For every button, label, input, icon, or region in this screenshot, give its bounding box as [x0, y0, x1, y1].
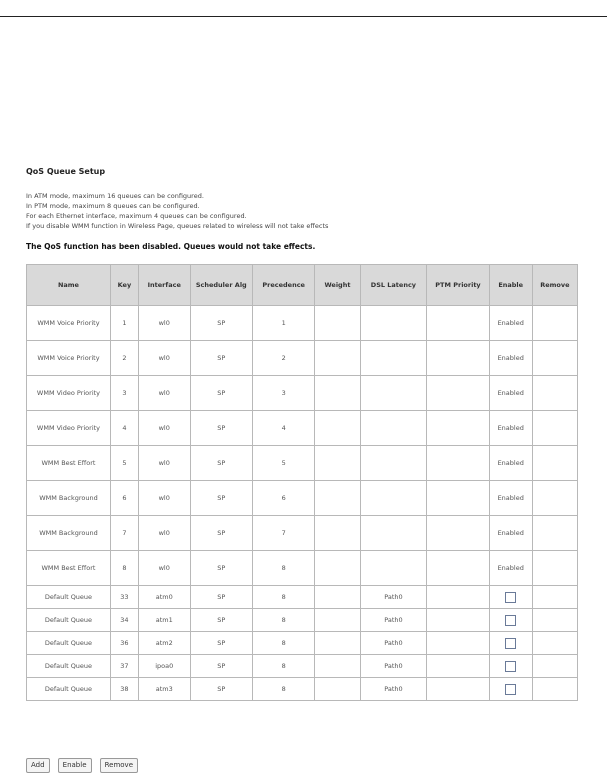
cell-interface: atm3 [138, 678, 190, 701]
cell-scheduler: SP [190, 655, 252, 678]
cell-dsl-latency [360, 376, 427, 411]
info-line-atm: In ATM mode, maximum 16 queues can be configured. [26, 192, 204, 200]
cell-interface: wl0 [138, 306, 190, 341]
cell-scheduler: SP [190, 341, 252, 376]
cell-key: 33 [110, 586, 138, 609]
cell-remove [532, 632, 577, 655]
cell-name: Default Queue [27, 586, 111, 609]
enable-button[interactable]: Enable [58, 758, 92, 773]
cell-weight [315, 481, 360, 516]
action-buttons [26, 752, 141, 773]
cell-ptm-priority [427, 586, 489, 609]
cell-scheduler: SP [190, 411, 252, 446]
cell-enable [489, 586, 532, 609]
cell-name: Default Queue [27, 655, 111, 678]
cell-precedence: 8 [252, 655, 314, 678]
cell-interface: ipoa0 [138, 655, 190, 678]
cell-enable: Enabled [489, 516, 532, 551]
cell-enable: Enabled [489, 551, 532, 586]
info-line-ethernet: For each Ethernet interface, maximum 4 queues can be configured. [26, 212, 247, 220]
cell-scheduler: SP [190, 586, 252, 609]
table-row [27, 481, 578, 516]
top-divider [0, 16, 607, 17]
cell-ptm-priority [427, 632, 489, 655]
cell-dsl-latency [360, 341, 427, 376]
cell-key: 5 [110, 446, 138, 481]
cell-precedence: 8 [252, 632, 314, 655]
enable-checkbox[interactable] [505, 592, 516, 603]
cell-weight [315, 306, 360, 341]
cell-remove [532, 376, 577, 411]
cell-interface: wl0 [138, 481, 190, 516]
cell-dsl-latency [360, 516, 427, 551]
cell-enable: Enabled [489, 341, 532, 376]
cell-dsl-latency [360, 446, 427, 481]
cell-name: WMM Video Priority [27, 376, 111, 411]
cell-scheduler: SP [190, 516, 252, 551]
table-row [27, 551, 578, 586]
cell-remove [532, 411, 577, 446]
cell-name: WMM Voice Priority [27, 306, 111, 341]
cell-precedence: 4 [252, 411, 314, 446]
cell-key: 3 [110, 376, 138, 411]
qos-disabled-warning: The QoS function has been disabled. Queues would not take effects. [26, 242, 316, 251]
cell-precedence: 7 [252, 516, 314, 551]
cell-key: 6 [110, 481, 138, 516]
cell-precedence: 1 [252, 306, 314, 341]
cell-name: WMM Background [27, 516, 111, 551]
enable-checkbox[interactable] [505, 638, 516, 649]
cell-enable [489, 632, 532, 655]
cell-remove [532, 481, 577, 516]
cell-dsl-latency [360, 306, 427, 341]
cell-interface: atm1 [138, 609, 190, 632]
cell-scheduler: SP [190, 481, 252, 516]
header-weight: Weight [315, 265, 360, 306]
cell-name: Default Queue [27, 609, 111, 632]
cell-dsl-latency [360, 481, 427, 516]
cell-remove [532, 678, 577, 701]
cell-precedence: 2 [252, 341, 314, 376]
table-row [27, 632, 578, 655]
cell-weight [315, 655, 360, 678]
cell-dsl-latency: Path0 [360, 632, 427, 655]
cell-interface: wl0 [138, 411, 190, 446]
header-remove: Remove [532, 265, 577, 306]
cell-enable: Enabled [489, 411, 532, 446]
header-scheduler-alg: Scheduler Alg [190, 265, 252, 306]
cell-interface: wl0 [138, 516, 190, 551]
cell-remove [532, 609, 577, 632]
cell-enable [489, 678, 532, 701]
table-row [27, 341, 578, 376]
info-line-ptm: In PTM mode, maximum 8 queues can be configured. [26, 202, 200, 210]
cell-scheduler: SP [190, 678, 252, 701]
table-row [27, 655, 578, 678]
cell-ptm-priority [427, 655, 489, 678]
cell-ptm-priority [427, 376, 489, 411]
cell-key: 38 [110, 678, 138, 701]
add-button[interactable]: Add [26, 758, 50, 773]
cell-dsl-latency: Path0 [360, 609, 427, 632]
cell-interface: atm2 [138, 632, 190, 655]
cell-ptm-priority [427, 609, 489, 632]
cell-ptm-priority [427, 481, 489, 516]
cell-ptm-priority [427, 678, 489, 701]
qos-queue-table [26, 264, 578, 701]
header-precedence: Precedence [252, 265, 314, 306]
cell-remove [532, 586, 577, 609]
cell-key: 34 [110, 609, 138, 632]
cell-dsl-latency [360, 411, 427, 446]
cell-precedence: 8 [252, 609, 314, 632]
cell-ptm-priority [427, 411, 489, 446]
cell-precedence: 8 [252, 678, 314, 701]
cell-enable: Enabled [489, 446, 532, 481]
cell-name: WMM Background [27, 481, 111, 516]
table-row [27, 678, 578, 701]
cell-weight [315, 411, 360, 446]
cell-precedence: 6 [252, 481, 314, 516]
cell-dsl-latency: Path0 [360, 678, 427, 701]
cell-weight [315, 609, 360, 632]
cell-key: 2 [110, 341, 138, 376]
cell-ptm-priority [427, 306, 489, 341]
cell-ptm-priority [427, 551, 489, 586]
cell-enable: Enabled [489, 306, 532, 341]
table-body [27, 306, 578, 701]
table-row [27, 411, 578, 446]
enable-checkbox[interactable] [505, 661, 516, 672]
cell-name: Default Queue [27, 678, 111, 701]
cell-ptm-priority [427, 516, 489, 551]
cell-key: 8 [110, 551, 138, 586]
cell-remove [532, 341, 577, 376]
cell-weight [315, 551, 360, 586]
info-line-wmm: If you disable WMM function in Wireless Page, queues related to wireless will not take effects [26, 222, 329, 230]
cell-interface: wl0 [138, 446, 190, 481]
cell-key: 36 [110, 632, 138, 655]
header-ptm-priority: PTM Priority [427, 265, 489, 306]
cell-interface: wl0 [138, 551, 190, 586]
cell-ptm-priority [427, 341, 489, 376]
cell-scheduler: SP [190, 446, 252, 481]
table-row [27, 586, 578, 609]
cell-dsl-latency [360, 551, 427, 586]
cell-interface: wl0 [138, 341, 190, 376]
cell-name: WMM Video Priority [27, 411, 111, 446]
page-title: QoS Queue Setup [26, 167, 106, 176]
header-enable: Enable [489, 265, 532, 306]
cell-key: 4 [110, 411, 138, 446]
cell-remove [532, 446, 577, 481]
cell-dsl-latency: Path0 [360, 655, 427, 678]
cell-remove [532, 306, 577, 341]
cell-name: WMM Voice Priority [27, 341, 111, 376]
table-header-row [27, 265, 578, 306]
cell-precedence: 3 [252, 376, 314, 411]
header-name: Name [27, 265, 111, 306]
cell-enable: Enabled [489, 481, 532, 516]
cell-weight [315, 376, 360, 411]
cell-key: 7 [110, 516, 138, 551]
cell-scheduler: SP [190, 306, 252, 341]
cell-scheduler: SP [190, 609, 252, 632]
cell-weight [315, 446, 360, 481]
cell-scheduler: SP [190, 632, 252, 655]
table-row [27, 446, 578, 481]
header-dsl-latency: DSL Latency [360, 265, 427, 306]
cell-remove [532, 516, 577, 551]
cell-key: 1 [110, 306, 138, 341]
cell-key: 37 [110, 655, 138, 678]
cell-scheduler: SP [190, 376, 252, 411]
table-row [27, 516, 578, 551]
cell-name: Default Queue [27, 632, 111, 655]
cell-weight [315, 632, 360, 655]
cell-name: WMM Best Effort [27, 446, 111, 481]
table-row [27, 376, 578, 411]
qos-queue-setup-section [26, 166, 586, 701]
cell-name: WMM Best Effort [27, 551, 111, 586]
cell-dsl-latency: Path0 [360, 586, 427, 609]
cell-interface: wl0 [138, 376, 190, 411]
cell-enable [489, 655, 532, 678]
header-key: Key [110, 265, 138, 306]
cell-weight [315, 516, 360, 551]
table-row [27, 306, 578, 341]
cell-weight [315, 341, 360, 376]
cell-precedence: 5 [252, 446, 314, 481]
cell-precedence: 8 [252, 551, 314, 586]
cell-weight [315, 586, 360, 609]
cell-enable [489, 609, 532, 632]
enable-checkbox[interactable] [505, 615, 516, 626]
cell-precedence: 8 [252, 586, 314, 609]
cell-remove [532, 655, 577, 678]
cell-remove [532, 551, 577, 586]
header-interface: Interface [138, 265, 190, 306]
table-row [27, 609, 578, 632]
cell-weight [315, 678, 360, 701]
remove-button[interactable]: Remove [100, 758, 138, 773]
cell-interface: atm0 [138, 586, 190, 609]
cell-enable: Enabled [489, 376, 532, 411]
cell-ptm-priority [427, 446, 489, 481]
enable-checkbox[interactable] [505, 684, 516, 695]
cell-scheduler: SP [190, 551, 252, 586]
